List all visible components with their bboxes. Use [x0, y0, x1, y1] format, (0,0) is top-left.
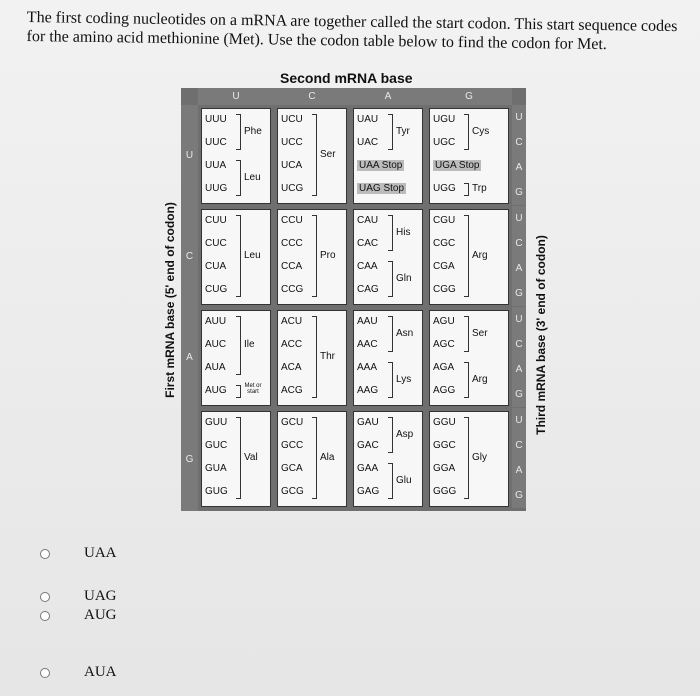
amino-acid-label: Gln: [396, 272, 412, 284]
option-aug[interactable]: [40, 607, 117, 624]
codon-cell: CUA: [205, 261, 227, 272]
codon-cell: CAU: [357, 215, 379, 226]
codon-cell: AUA: [205, 362, 226, 373]
codon-block: [277, 108, 347, 204]
codon-cell: AUU: [205, 316, 227, 327]
codon-cell: UUA: [205, 160, 227, 171]
codon-block: [429, 310, 509, 406]
option-label: AUA: [84, 664, 117, 680]
second-base-a: A: [350, 88, 426, 105]
codon-brace: [388, 417, 393, 453]
codon-cell: UGC: [433, 137, 456, 148]
codon-cell: UGA Stop: [435, 160, 480, 171]
codon-cell: AUG: [205, 385, 227, 396]
codon-cell: GCA: [281, 463, 303, 474]
codon-cell: UUU: [205, 114, 227, 125]
codon-brace: [388, 362, 393, 398]
codon-cell: UAU: [357, 114, 379, 125]
amino-acid-label: Gly: [472, 451, 487, 463]
codon-block: [353, 310, 423, 406]
codon-cell: AGU: [433, 316, 455, 327]
second-base-g: G: [426, 88, 512, 105]
codon-block: [277, 411, 347, 507]
codon-brace: [236, 215, 241, 297]
codon-brace: [236, 160, 241, 196]
option-label: UAG: [84, 588, 117, 604]
codon-cell: GGA: [433, 463, 456, 474]
codon-brace: [464, 183, 469, 196]
third-base-letter: G: [512, 483, 526, 508]
codon-brace: [236, 114, 241, 150]
codon-cell: ACA: [281, 362, 302, 373]
codon-brace: [388, 261, 393, 297]
codon-cell: CUC: [205, 238, 227, 249]
option-label: AUG: [84, 607, 117, 623]
amino-acid-label: Asp: [396, 428, 414, 440]
codon-brace: [388, 114, 393, 150]
option-uag[interactable]: [40, 588, 117, 605]
codon-brace: [464, 362, 469, 398]
codon-cell: CAG: [357, 284, 379, 295]
codon-cell: ACU: [281, 316, 303, 327]
codon-block: [201, 209, 271, 305]
codon-cell: UGG: [433, 183, 456, 194]
amino-acid-label: Asn: [396, 327, 414, 339]
codon-cell: UCG: [281, 183, 304, 194]
amino-acid-label: Ile: [244, 339, 255, 350]
amino-acid-label: Leu: [244, 249, 261, 261]
codon-cell: GUC: [205, 440, 228, 451]
question-line-1: The first coding nucleotides on a mRNA are together called the start codon. This start sequence codes: [26, 8, 678, 36]
amino-acid-label: Trp: [472, 183, 487, 194]
codon-cell: UCC: [281, 137, 303, 148]
codon-cell: CGA: [433, 261, 455, 272]
third-base-letter: A: [512, 155, 526, 180]
codon-brace: [236, 417, 241, 499]
third-base-letter: C: [512, 433, 526, 458]
codon-cell: CAA: [357, 261, 378, 272]
amino-acid-label: Tyr: [396, 125, 410, 137]
third-base-axis-label: Third mRNA base (3' end of codon): [534, 235, 548, 435]
amino-acid-label: Thr: [320, 350, 335, 362]
codon-cell: CAC: [357, 238, 379, 249]
codon-cell: CUU: [205, 215, 227, 226]
codon-cell: GAU: [357, 417, 379, 428]
codon-block: [353, 209, 423, 305]
codon-cell: GAA: [357, 463, 379, 474]
second-base-title: Second mRNA base: [280, 70, 413, 86]
codon-cell: UGU: [433, 114, 456, 125]
codon-cell: CCA: [281, 261, 303, 272]
codon-cell: GAG: [357, 486, 380, 497]
third-base-letter: U: [512, 307, 526, 332]
codon-brace: [388, 316, 393, 352]
amino-acid-label: Leu: [244, 171, 261, 183]
second-base-u: U: [198, 88, 274, 105]
amino-acid-label: Lys: [396, 373, 412, 385]
amino-acid-label: Met or start: [244, 383, 262, 395]
amino-acid-label: His: [396, 226, 411, 238]
codon-cell: ACC: [281, 339, 303, 350]
amino-acid-label: Ser: [320, 148, 336, 160]
option-label: UAA: [84, 545, 117, 561]
codon-cell: UAG Stop: [359, 183, 405, 194]
codon-block: [353, 108, 423, 204]
codon-cell: CGC: [433, 238, 456, 249]
option-uaa[interactable]: [40, 545, 117, 562]
third-base-letter: A: [512, 357, 526, 382]
radio-icon[interactable]: [40, 611, 50, 621]
codon-cell: GGC: [433, 440, 456, 451]
amino-acid-label: Pro: [320, 249, 336, 261]
codon-cell: ACG: [281, 385, 303, 396]
codon-block: [201, 310, 271, 406]
codon-cell: AUC: [205, 339, 227, 350]
third-base-letter: C: [512, 231, 526, 256]
codon-cell: UAA Stop: [359, 160, 403, 171]
codon-cell: UAC: [357, 137, 379, 148]
codon-cell: AGC: [433, 339, 455, 350]
question-line-2: for the amino acid methionine (Met). Use the codon table below to find the codon for Met.: [26, 27, 607, 54]
third-base-letter: G: [512, 382, 526, 407]
codon-brace: [312, 417, 317, 499]
codon-block: [201, 411, 271, 507]
first-base-a: A: [181, 307, 198, 408]
amino-acid-label: Arg: [472, 249, 488, 261]
codon-block: [429, 108, 509, 204]
amino-acid-label: Arg: [472, 373, 488, 385]
codon-cell: GGG: [433, 486, 457, 497]
third-base-letter: G: [512, 180, 526, 205]
codon-cell: AAG: [357, 385, 379, 396]
codon-cell: AGA: [433, 362, 455, 373]
third-base-letter: U: [512, 408, 526, 433]
codon-cell: UCU: [281, 114, 303, 125]
codon-table: [181, 88, 526, 511]
codon-block: [201, 108, 271, 204]
first-base-c: C: [181, 206, 198, 307]
third-base-letter: G: [512, 281, 526, 306]
codon-brace: [236, 316, 241, 375]
third-base-letter: C: [512, 332, 526, 357]
codon-cell: GCG: [281, 486, 304, 497]
codon-cell: AGG: [433, 385, 456, 396]
codon-cell: GCC: [281, 440, 304, 451]
codon-cell: AAU: [357, 316, 378, 327]
codon-cell: CCG: [281, 284, 304, 295]
third-base-letter: U: [512, 105, 526, 130]
codon-brace: [312, 114, 317, 196]
option-aua[interactable]: [40, 664, 117, 681]
question-text: [26, 8, 691, 55]
third-base-letter: C: [512, 130, 526, 155]
amino-acid-label: Ala: [320, 451, 335, 463]
codon-brace: [464, 114, 469, 150]
codon-cell: AAA: [357, 362, 378, 373]
amino-acid-label: Ser: [472, 327, 488, 339]
codon-cell: UCA: [281, 160, 303, 171]
codon-cell: UUG: [205, 183, 228, 194]
first-base-g: G: [181, 408, 198, 511]
codon-cell: AAC: [357, 339, 378, 350]
first-base-axis-label: First mRNA base (5' end of codon): [163, 202, 177, 398]
third-base-letter: U: [512, 206, 526, 231]
codon-cell: GUG: [205, 486, 228, 497]
codon-brace: [312, 215, 317, 297]
codon-block: [277, 209, 347, 305]
codon-block: [429, 209, 509, 305]
codon-block: [277, 310, 347, 406]
codon-cell: GUA: [205, 463, 227, 474]
codon-cell: CCU: [281, 215, 303, 226]
codon-brace: [312, 316, 317, 398]
amino-acid-label: Phe: [244, 125, 262, 137]
amino-acid-label: Cys: [472, 125, 490, 137]
codon-cell: CGU: [433, 215, 456, 226]
second-base-c: C: [274, 88, 350, 105]
third-base-letter: A: [512, 458, 526, 483]
codon-cell: GAC: [357, 440, 379, 451]
amino-acid-label: Val: [244, 451, 258, 463]
codon-cell: UUC: [205, 137, 227, 148]
codon-cell: CGG: [433, 284, 456, 295]
amino-acid-label: Glu: [396, 474, 412, 486]
codon-cell: GUU: [205, 417, 228, 428]
radio-icon[interactable]: [40, 592, 50, 602]
codon-brace: [464, 417, 469, 499]
codon-brace: [388, 463, 393, 499]
radio-icon[interactable]: [40, 668, 50, 678]
first-base-u: U: [181, 105, 198, 206]
codon-cell: CUG: [205, 284, 228, 295]
codon-brace: [464, 316, 469, 352]
codon-block: [429, 411, 509, 507]
radio-icon[interactable]: [40, 549, 50, 559]
codon-cell: GCU: [281, 417, 304, 428]
codon-cell: CCC: [281, 238, 303, 249]
codon-cell: GGU: [433, 417, 456, 428]
codon-brace: [388, 215, 393, 251]
codon-brace: [464, 215, 469, 297]
third-base-letter: A: [512, 256, 526, 281]
codon-block: [353, 411, 423, 507]
